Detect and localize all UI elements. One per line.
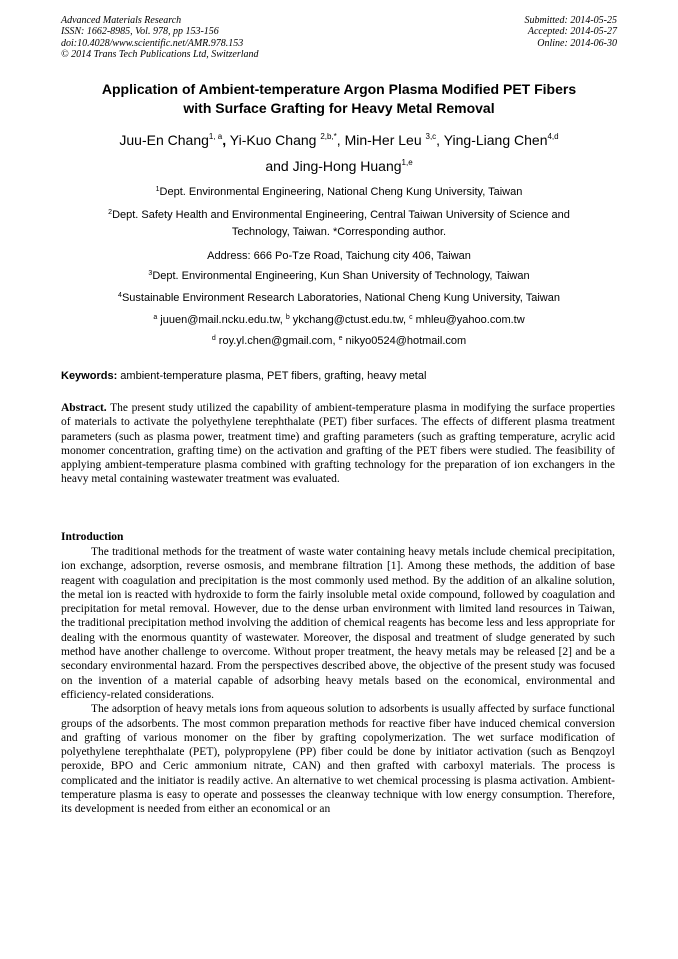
journal-copyright: © 2014 Trans Tech Publications Ltd, Switzerland bbox=[61, 49, 259, 61]
journal-name: Advanced Materials Research bbox=[61, 15, 182, 26]
affiliation-4 bbox=[55, 290, 623, 307]
journal-info bbox=[61, 15, 259, 61]
introduction-heading: Introduction bbox=[61, 531, 124, 543]
author-sup: 1, a bbox=[208, 132, 223, 141]
affiliation-sup: 3 bbox=[148, 270, 153, 277]
author-name: Min-Her Leu bbox=[344, 132, 426, 148]
email-sup: a bbox=[153, 314, 158, 321]
author-and: and bbox=[265, 158, 289, 174]
intro-paragraph-2: The adsorption of heavy metals ions from aqueous solution to adsorbents is usually affected by surface functional groups of the adsorbents. The most common preparation methods for reactive fiber have induced chemical conversion and grafting of various monomer on the fiber by grafting copolymerization. The wet surface modification of polyethylene terephthalate (PET), polypropylene (PP) fiber could be done by initiator activation (such as Benqzoyl peroxide, BPO and Ceric ammonium nitrate, CAN) and then grafted with carboxyl materials. The process is complicated and the initiator is readily active. An alternative to wet chemical processing is plasma activation. Ambient-temperature plasma is easy to operate and possesses the cleanway technique with low energy consumption. Therefore, its development is needed from either an economical or an bbox=[61, 703, 615, 816]
email-sup: d bbox=[211, 335, 216, 342]
accepted-date: Accepted: 2014-05-27 bbox=[527, 26, 617, 38]
author-sup: 4,d bbox=[547, 132, 559, 141]
author-sup: 2,b,* bbox=[320, 132, 337, 141]
abstract-text: The present study utilized the capability of ambient-temperature plasma in modifying the surface properties of materials to activate the polyethylene terephthalate (PET) fiber surfaces. The effects of different plasma treatment parameters (such as plasma power, treatment time) and grafting parameters (such as grafting temperature, acrylic acid monomer concentration, grafting time) on the activation and grafting of the PET fibers were studied. The feasibility of applying ambient-temperature plasma combined with grafting technology for the preparation of ion exchangers in the heavy metal containing wastewater treatment was evaluated. bbox=[61, 402, 615, 486]
affiliation-2-line-1 bbox=[55, 207, 623, 224]
affiliation-text: Sustainable Environment Research Laboratories, National Cheng Kung University, Taiwan bbox=[121, 292, 560, 304]
title-line-2: with Surface Grafting for Heavy Metal Removal bbox=[183, 100, 495, 116]
author-separator: , bbox=[436, 132, 441, 148]
author-name: Ying-Liang Chen bbox=[443, 132, 548, 148]
email-address: juuen@mail.ncku.edu.tw, bbox=[157, 314, 286, 326]
affiliation-3 bbox=[55, 268, 623, 285]
email-sup: b bbox=[285, 314, 290, 321]
address: Address: 666 Po-Tze Road, Taichung city 406, Taiwan bbox=[207, 250, 471, 262]
email-sup: c bbox=[409, 314, 413, 321]
affiliation-text: Dept. Environmental Engineering, National Cheng Kung University, Taiwan bbox=[159, 186, 523, 198]
author-separator: , bbox=[336, 132, 341, 148]
abstract bbox=[61, 401, 615, 487]
author-list bbox=[30, 127, 648, 179]
email-line-1 bbox=[55, 312, 623, 329]
intro-paragraph-1: The traditional methods for the treatment of waste water containing heavy metals include chemical precipitation, ion exchange, adsorption, reverse osmosis, and membrane filtration [1]. Among these methods, the addition of base reagent with coagulation and precipitation is the most commonly used method. By the addition of an alkaline solution, the metal ion is reacted with hydroxide to form the fairly insoluble metal oxide compound, followed by coagulation and precipitation for metal removal. However, due to the dense urban environment with limited land resources in Taiwan, the traditional precipitation method involving the addition of chemical reagents has become less and less appropriate for dealing with the enormous quantity of wastewater. Moreover, the disposal and treatment of sludge generated by such method have another challenge to overcome. Without proper treatment, the heavy metals may be released [2] and be a secondary environmental hazard. From the perspectives described above, the objective of the present study was focused on the invention of a material capable of adsorbing heavy metals based on the economical, environmental and efficiency-related considerations. bbox=[61, 546, 615, 701]
author-name: Juu-En Chang bbox=[119, 132, 209, 148]
author-sup: 3,c bbox=[425, 132, 437, 141]
keywords-text: ambient-temperature plasma, PET fibers, grafting, heavy metal bbox=[117, 370, 427, 382]
affiliation-sup: 4 bbox=[118, 292, 122, 299]
author-line-1 bbox=[30, 127, 648, 153]
author-separator: , bbox=[222, 132, 227, 148]
affiliation-text: Dept. Environmental Engineering, Kun Shan University of Technology, Taiwan bbox=[152, 270, 530, 282]
keywords-label: Keywords: bbox=[61, 370, 118, 382]
affiliation-text: Dept. Safety Health and Environmental Engineering, Central Taiwan University of Science and bbox=[112, 209, 570, 221]
paper-title bbox=[40, 80, 638, 118]
affiliation-1 bbox=[55, 184, 623, 201]
journal-doi: doi:10.4028/www.scientific.net/AMR.978.153 bbox=[61, 37, 244, 49]
publication-dates bbox=[525, 15, 618, 49]
email-sup: e bbox=[338, 335, 343, 342]
online-date: Online: 2014-06-30 bbox=[537, 37, 617, 49]
email-address: roy.yl.chen@gmail.com, bbox=[215, 335, 339, 347]
abstract-label: Abstract. bbox=[61, 402, 107, 414]
introduction-body bbox=[61, 545, 615, 817]
journal-issn: ISSN: 1662-8985, Vol. 978, pp 153-156 bbox=[61, 26, 219, 38]
title-line-1: Application of Ambient-temperature Argon Plasma Modified PET Fibers bbox=[101, 81, 577, 97]
keywords bbox=[61, 369, 426, 383]
email-address: nikyo0524@hotmail.com bbox=[342, 335, 467, 347]
submitted-date: Submitted: 2014-05-25 bbox=[524, 15, 617, 26]
affiliation-2-line-2: Technology, Taiwan. *Corresponding author. bbox=[231, 226, 447, 238]
email-address: mhleu@yahoo.com.tw bbox=[412, 314, 525, 326]
author-line-2 bbox=[30, 153, 648, 179]
affiliation-2 bbox=[55, 207, 623, 241]
email-line-2 bbox=[55, 333, 623, 350]
affiliation-sup: 1 bbox=[155, 186, 160, 193]
affiliation-sup: 2 bbox=[108, 209, 113, 216]
author-name: Jing-Hong Huang bbox=[292, 158, 402, 174]
email-address: ykchang@ctust.edu.tw, bbox=[289, 314, 410, 326]
author-name: Yi-Kuo Chang bbox=[229, 132, 321, 148]
author-sup: 1,e bbox=[401, 158, 413, 167]
